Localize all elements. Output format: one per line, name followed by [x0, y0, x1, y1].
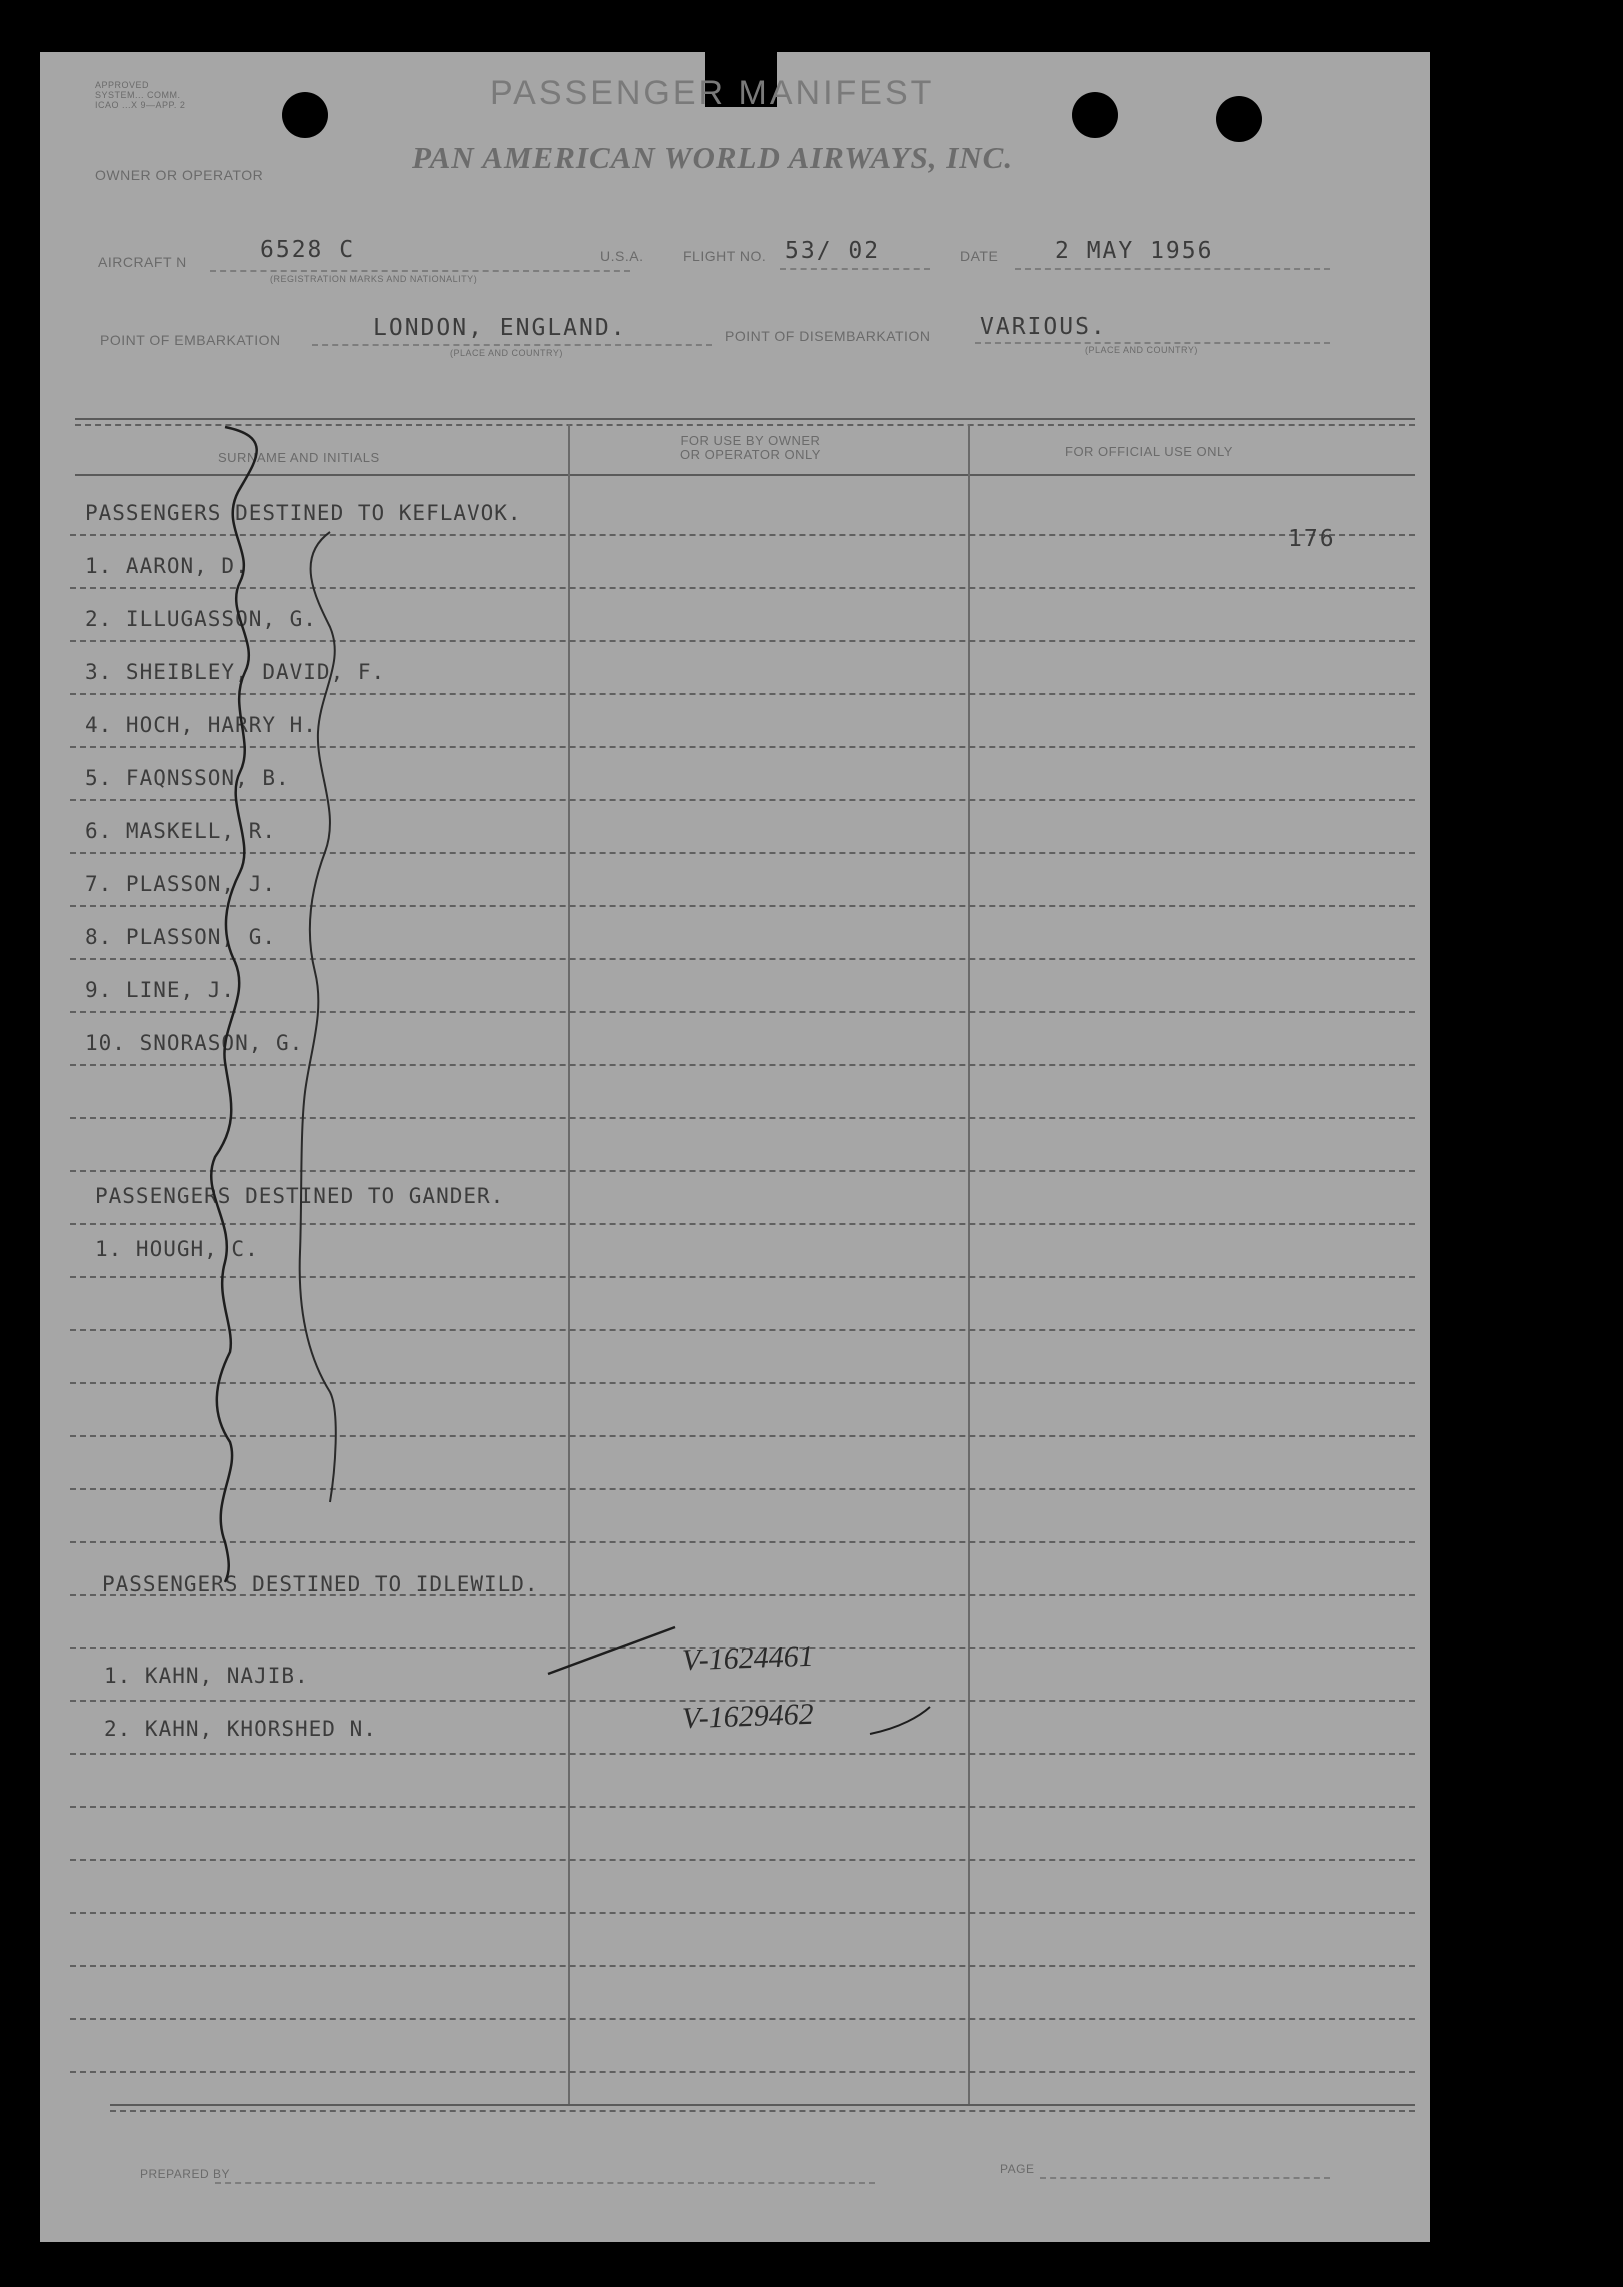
- passenger-entry: 1. HOUGH, C.: [95, 1237, 259, 1261]
- passenger-entry: 1. KAHN, NAJIB.: [104, 1664, 309, 1688]
- company-name: PAN AMERICAN WORLD AIRWAYS, INC.: [412, 140, 1014, 175]
- page-title: PASSENGER MANIFEST: [490, 74, 935, 112]
- passenger-entry: 7. PLASSON, J.: [85, 872, 277, 896]
- flourish-stroke: [870, 1707, 930, 1734]
- passenger-entry: 2. ILLUGASSON, G.: [85, 607, 317, 631]
- page-underline: [1040, 2177, 1330, 2179]
- date-label: DATE: [960, 248, 999, 264]
- form-approval: APPROVED SYSTEM... COMM. ICAO ...X 9—APP. 2: [95, 80, 186, 110]
- official-number: 176: [1288, 526, 1336, 552]
- disembarkation-label: POINT OF DISEMBARKATION: [725, 328, 931, 344]
- disembarkation-sublabel: (PLACE AND COUNTRY): [1085, 345, 1198, 355]
- column-header-operator: FOR USE BY OWNER OR OPERATOR ONLY: [680, 433, 821, 462]
- handwritten-note: V-1629462: [681, 1697, 815, 1736]
- passenger-entry: 1. AARON, D.: [85, 554, 249, 578]
- flight-label: FLIGHT NO.: [683, 248, 767, 264]
- passenger-entry: 10. SNORASON, G.: [85, 1031, 304, 1055]
- column-header-official: FOR OFFICIAL USE ONLY: [1065, 444, 1233, 459]
- prepared-by-label: PREPARED BY: [140, 2167, 230, 2181]
- date-value: 2 MAY 1956: [1055, 238, 1214, 264]
- prepared-by-underline: [215, 2182, 875, 2184]
- aircraft-value: 6528 C: [260, 237, 356, 263]
- passenger-entry: 3. SHEIBLEY, DAVID, F.: [85, 660, 386, 684]
- handwritten-note: V-1624461: [681, 1639, 815, 1678]
- nation-label: U.S.A.: [600, 248, 644, 264]
- owner-label: OWNER OR OPERATOR: [95, 167, 264, 183]
- embarkation-value: LONDON, ENGLAND.: [373, 315, 627, 341]
- aircraft-sublabel: (REGISTRATION MARKS AND NATIONALITY): [270, 274, 478, 284]
- pen-strokes: [40, 52, 1430, 2242]
- embarkation-label: POINT OF EMBARKATION: [100, 332, 281, 348]
- passenger-entry: 2. KAHN, KHORSHED N.: [104, 1717, 377, 1741]
- aircraft-label: AIRCRAFT N: [98, 254, 187, 270]
- passenger-entry: 4. HOCH, HARRY H.: [85, 713, 317, 737]
- manifest-sheet: [40, 52, 1430, 2242]
- check-mark: [548, 1627, 675, 1674]
- flight-value: 53/ 02: [785, 238, 881, 264]
- strike-squiggle-left: [211, 427, 256, 1582]
- strike-line-right: [300, 532, 336, 1502]
- page-label: PAGE: [1000, 2162, 1035, 2176]
- section-heading-keflavik: PASSENGERS DESTINED TO KEFLAVOK.: [85, 501, 522, 525]
- column-header-surname: SURNAME AND INITIALS: [218, 450, 380, 465]
- passenger-entry: 5. FAQNSSON, B.: [85, 766, 290, 790]
- embarkation-sublabel: (PLACE AND COUNTRY): [450, 348, 563, 358]
- passenger-entry: 8. PLASSON, G.: [85, 925, 277, 949]
- section-heading-idlewild: PASSENGERS DESTINED TO IDLEWILD.: [102, 1572, 539, 1596]
- passenger-entry: 9. LINE, J.: [85, 978, 236, 1002]
- disembarkation-value: VARIOUS.: [980, 314, 1107, 340]
- section-heading-gander: PASSENGERS DESTINED TO GANDER.: [95, 1184, 505, 1208]
- passenger-entry: 6. MASKELL, R.: [85, 819, 277, 843]
